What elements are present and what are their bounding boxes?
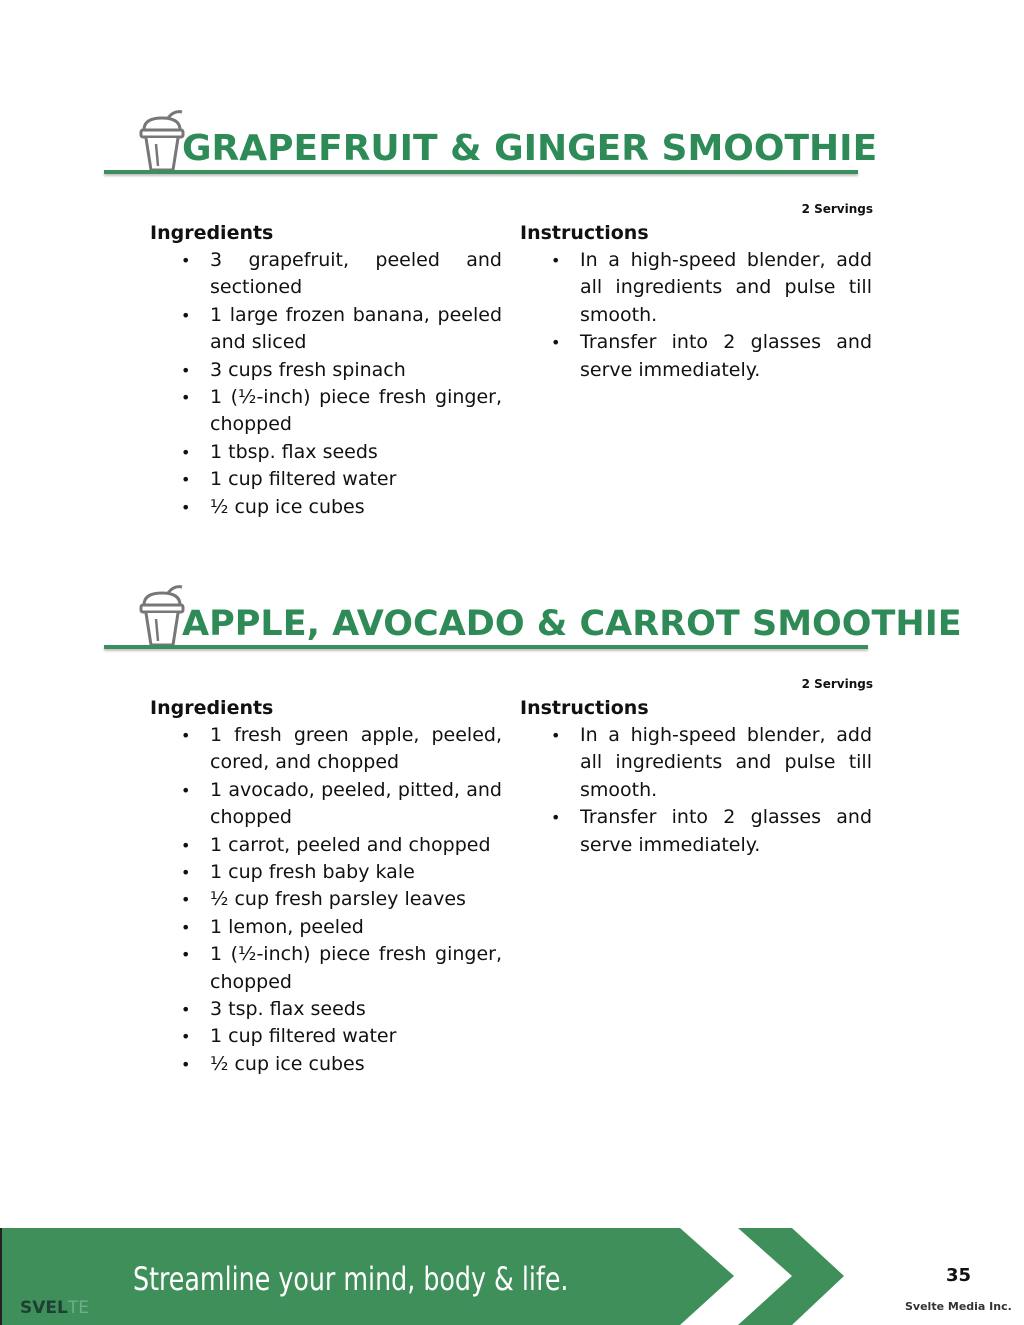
ingredient-item: • 1 cup filtered water [210, 1023, 502, 1050]
recipe-section [0, 583, 1024, 1075]
ingredient-item: • 3 cups fresh spinach [210, 357, 502, 384]
page-number: 35 [946, 1265, 972, 1286]
instructions-heading: Instructions [520, 697, 649, 719]
ingredient-item: • 1 cup filtered water [210, 466, 502, 493]
ingredients-list [150, 722, 502, 1078]
instructions-column [520, 695, 872, 859]
recipe-title: GRAPEFRUIT & GINGER SMOOTHIE [182, 128, 878, 169]
footer-edge [0, 1228, 2, 1325]
ingredient-item: • 1 avocado, peeled, pitted, and chopped [210, 777, 502, 832]
ingredient-item: • 1 carrot, peeled and chopped [210, 832, 502, 859]
ingredient-item: • 1 large frozen banana, peeled and sliced [210, 302, 502, 357]
ingredients-column [150, 695, 502, 1078]
instructions-column [520, 220, 872, 384]
instruction-item: • Transfer into 2 glasses and serve immediately. [580, 329, 872, 384]
servings-label: 2 Servings [801, 677, 873, 691]
ingredients-heading: Ingredients [150, 697, 274, 719]
recipe-section [0, 108, 1024, 518]
ingredients-column [150, 220, 502, 521]
ingredients-heading: Ingredients [150, 222, 274, 244]
page-footer [0, 1228, 1024, 1325]
ingredients-list [150, 247, 502, 521]
ingredient-item: • ½ cup ice cubes [210, 1051, 502, 1078]
instruction-item: • In a high-speed blender, add all ingredients and pulse till smooth. [580, 247, 872, 329]
smoothie-cup-icon [138, 108, 186, 174]
instructions-list [520, 247, 872, 384]
ingredient-item: • ½ cup fresh parsley leaves [210, 886, 502, 913]
ingredient-item: • ½ cup ice cubes [210, 494, 502, 521]
instruction-item: • In a high-speed blender, add all ingredients and pulse till smooth. [580, 722, 872, 804]
ingredient-item: • 3 tsp. flax seeds [210, 996, 502, 1023]
servings-label: 2 Servings [801, 202, 873, 216]
recipe-title: APPLE, AVOCADO & CARROT SMOOTHIE [182, 604, 962, 644]
brand-logo-main: SVEL [20, 1298, 68, 1318]
ingredient-item: • 1 tbsp. flax seeds [210, 439, 502, 466]
ingredient-item: • 1 cup fresh baby kale [210, 859, 502, 886]
instructions-list [520, 722, 872, 859]
instructions-heading: Instructions [520, 222, 649, 244]
ingredient-item: • 1 (½-inch) piece fresh ginger, chopped [210, 384, 502, 439]
brand-logo [20, 1298, 89, 1318]
ingredient-item: • 3 grapefruit, peeled and sectioned [210, 247, 502, 302]
brand-logo-light: TE [67, 1298, 89, 1318]
smoothie-cup-icon [138, 583, 186, 649]
recipe-title-row [0, 583, 1024, 655]
ingredient-item: • 1 lemon, peeled [210, 914, 502, 941]
recipe-title-row [0, 108, 1024, 180]
footer-tagline: Streamline your mind, body & life. [133, 1260, 569, 1298]
ingredient-item: • 1 (½-inch) piece fresh ginger, chopped [210, 941, 502, 996]
publisher-name: Svelte Media Inc. [905, 1300, 1012, 1313]
ingredient-item: • 1 fresh green apple, peeled, cored, and chopped [210, 722, 502, 777]
instruction-item: • Transfer into 2 glasses and serve immediately. [580, 804, 872, 859]
